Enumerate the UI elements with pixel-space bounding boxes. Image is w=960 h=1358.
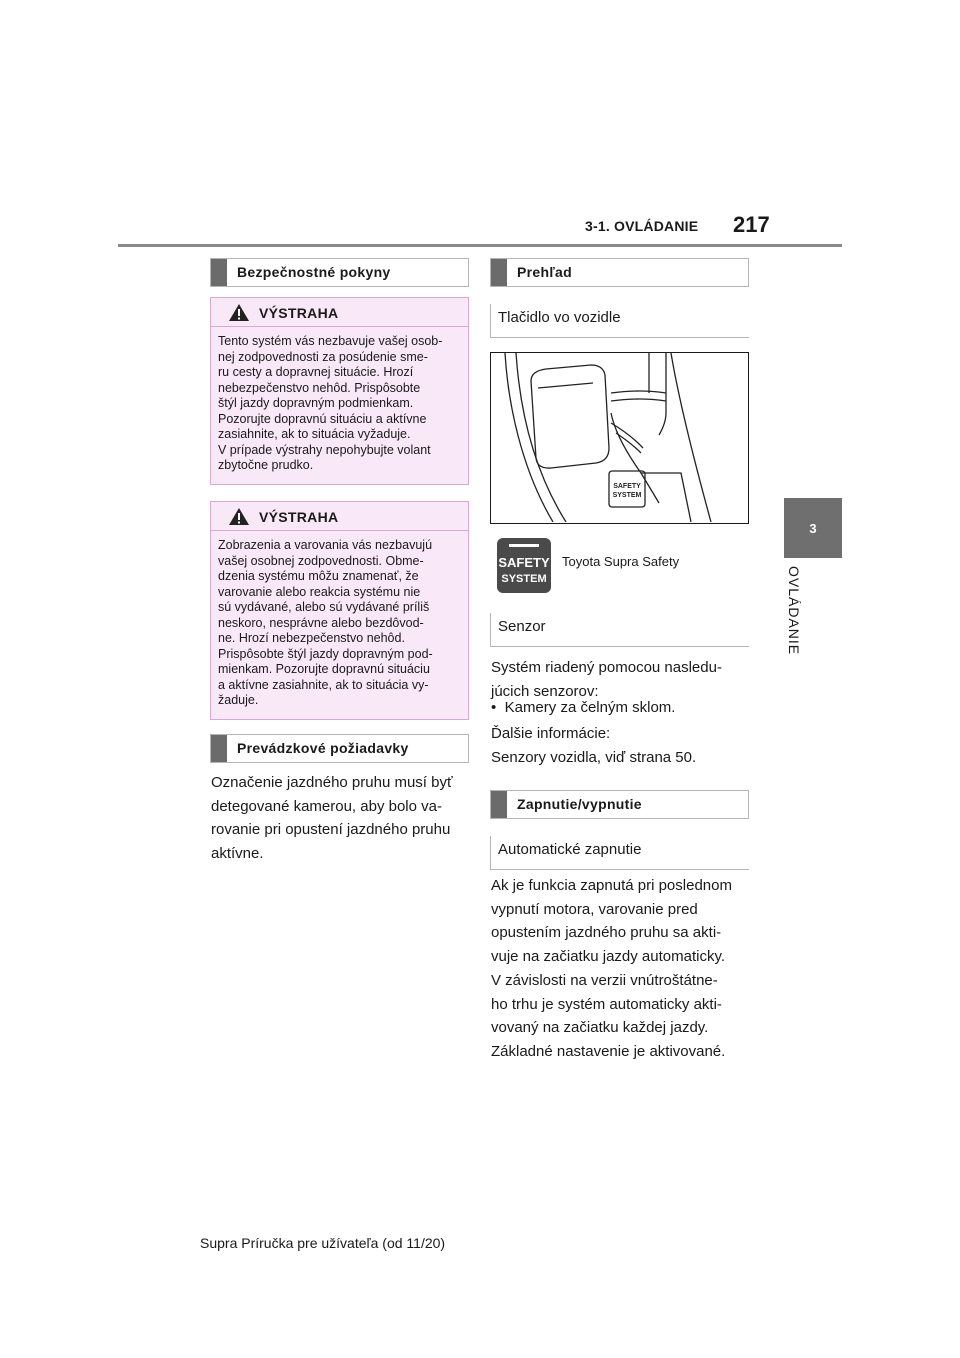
chapter-name-vertical: [786, 566, 806, 666]
section-heading-safety: [210, 258, 469, 287]
paragraph-line: aktívne.: [211, 844, 264, 862]
paragraph-line: detegované kamerou, aby bolo va-: [211, 797, 442, 815]
warning-line: neskoro, nesprávne alebo bezdôvod-: [218, 615, 424, 630]
warning-line: zbytočne prudko.: [218, 458, 314, 472]
heading-bar: [491, 791, 507, 818]
chapter-name: OVLÁDANIE: [786, 566, 802, 656]
paragraph-line: júcich senzorov:: [491, 682, 599, 700]
warning-line: dzenia systému môžu znamenať, že: [218, 569, 419, 583]
heading-bar: [491, 259, 507, 286]
warning-line: sú vydávané, alebo sú vydávané príliš: [218, 600, 430, 614]
paragraph-line: vovaný na začiatku každej jazdy.: [491, 1019, 709, 1036]
operating-paragraph: [211, 771, 473, 865]
auto-paragraph-2: [491, 969, 753, 1063]
subheading-auto: [490, 836, 749, 870]
warning-triangle-icon: [228, 303, 250, 322]
bullet-text: Kamery za čelným sklom.: [504, 699, 676, 716]
warning-text: [218, 538, 462, 709]
section-heading-onoff: [490, 790, 749, 819]
warning-box-2: [210, 501, 469, 720]
section-heading-label: Prehľad: [517, 264, 572, 280]
warning-box-1: [210, 297, 469, 485]
subheading-label: Automatické zapnutie: [498, 841, 642, 858]
heading-bar: [211, 735, 227, 762]
paragraph-line: vypnutí motora, varovanie pred: [491, 900, 698, 918]
paragraph-line: Systém riadený pomocou nasledu-: [491, 659, 722, 676]
chapter-tab: [784, 498, 842, 558]
section-heading-operating: [210, 734, 469, 763]
warning-line: a aktívne zasiahnite, ak to situácia vy-: [218, 677, 429, 692]
subheading-sensor: [490, 613, 749, 647]
warning-triangle-icon: [228, 507, 250, 526]
paragraph-line: opustením jazdného pruhu sa akti-: [491, 924, 722, 941]
paragraph-line: Základné nastavenie je aktivované.: [491, 1042, 726, 1060]
warning-line: vašej osobnej zodpovednosti. Obme-: [218, 553, 424, 568]
safety-system-icon: [497, 538, 551, 593]
warning-title: VÝSTRAHA: [259, 509, 339, 525]
heading-bar: [211, 259, 227, 286]
section-heading-overview: [490, 258, 749, 287]
sensor-bullet-item: [491, 696, 753, 720]
subheading-label: Tlačidlo vo vozidle: [498, 309, 621, 326]
warning-line: Pozorujte dopravnú situáciu a aktívne: [218, 411, 427, 426]
illustration-button-label-top: SAFETY: [613, 483, 641, 490]
console-drawing: [491, 353, 747, 522]
warning-line: V prípade výstrahy nepohybujte volant: [218, 442, 431, 457]
warning-line: varovanie alebo reakcia systému nie: [218, 584, 421, 599]
paragraph-line: rovanie pri opustení jazdného pruhu: [211, 821, 451, 838]
warning-header: [211, 298, 468, 327]
subheading-label: Senzor: [498, 618, 546, 635]
header-rule: [118, 244, 842, 247]
warning-line: žaduje.: [218, 693, 259, 707]
page-number: 217: [733, 212, 770, 237]
warning-line: ru cesty a dopravnej situácie. Hrozí: [218, 365, 414, 379]
warning-line: nebezpečenstvo nehôd. Prispôsobte: [218, 380, 421, 395]
section-heading-label: Prevádzkové požiadavky: [237, 740, 409, 756]
warning-line: Zobrazenia a varovania vás nezbavujú: [218, 538, 433, 552]
paragraph-line: Senzory vozidla, viď strana 50.: [491, 748, 697, 766]
paragraph-line: Ďalšie informácie:: [491, 725, 611, 742]
paragraph-line: ho trhu je systém automaticky akti-: [491, 995, 722, 1013]
warning-text: [218, 334, 462, 474]
warning-line: štýl jazdy dopravným podmienkam.: [218, 396, 414, 410]
warning-line: Prispôsobte štýl jazdy dopravným pod-: [218, 646, 433, 661]
auto-paragraph-1: [491, 874, 753, 968]
illustration-button-label-bottom: SYSTEM: [612, 492, 642, 499]
footer-text: Supra Príručka pre užívateľa (od 11/20): [200, 1235, 446, 1251]
subheading-button: [490, 304, 749, 338]
safety-icon-label-bottom: SYSTEM: [501, 573, 547, 585]
warning-line: zasiahnite, ak to situácia vyžaduje.: [218, 427, 411, 441]
paragraph-line: Označenie jazdného pruhu musí byť: [211, 774, 453, 791]
chapter-number: 3: [809, 520, 817, 536]
warning-line: Tento systém vás nezbavuje vašej osob-: [218, 334, 443, 348]
paragraph-line: vuje na začiatku jazdy automaticky.: [491, 947, 726, 965]
safety-icon-caption: Toyota Supra Safety: [562, 554, 680, 569]
bullet-icon: •: [491, 699, 505, 716]
more-info-paragraph: [491, 722, 753, 769]
button-illustration: [490, 352, 749, 524]
warning-line: nej zodpovednosti za posúdenie sme-: [218, 349, 428, 364]
warning-header: [211, 502, 468, 531]
safety-icon-label-top: SAFETY: [498, 555, 550, 570]
section-heading-label: Zapnutie/vypnutie: [517, 796, 642, 812]
warning-line: mienkam. Pozorujte dopravnú situáciu: [218, 662, 430, 676]
section-title: 3-1. OVLÁDANIE: [585, 218, 699, 234]
section-heading-label: Bezpečnostné pokyny: [237, 264, 391, 280]
warning-title: VÝSTRAHA: [259, 305, 339, 321]
warning-line: ne. Hrozí nebezpečenstvo nehôd.: [218, 631, 405, 645]
paragraph-line: Ak je funkcia zapnutá pri poslednom: [491, 877, 732, 894]
paragraph-line: V závislosti na verzii vnútroštátne-: [491, 972, 718, 989]
